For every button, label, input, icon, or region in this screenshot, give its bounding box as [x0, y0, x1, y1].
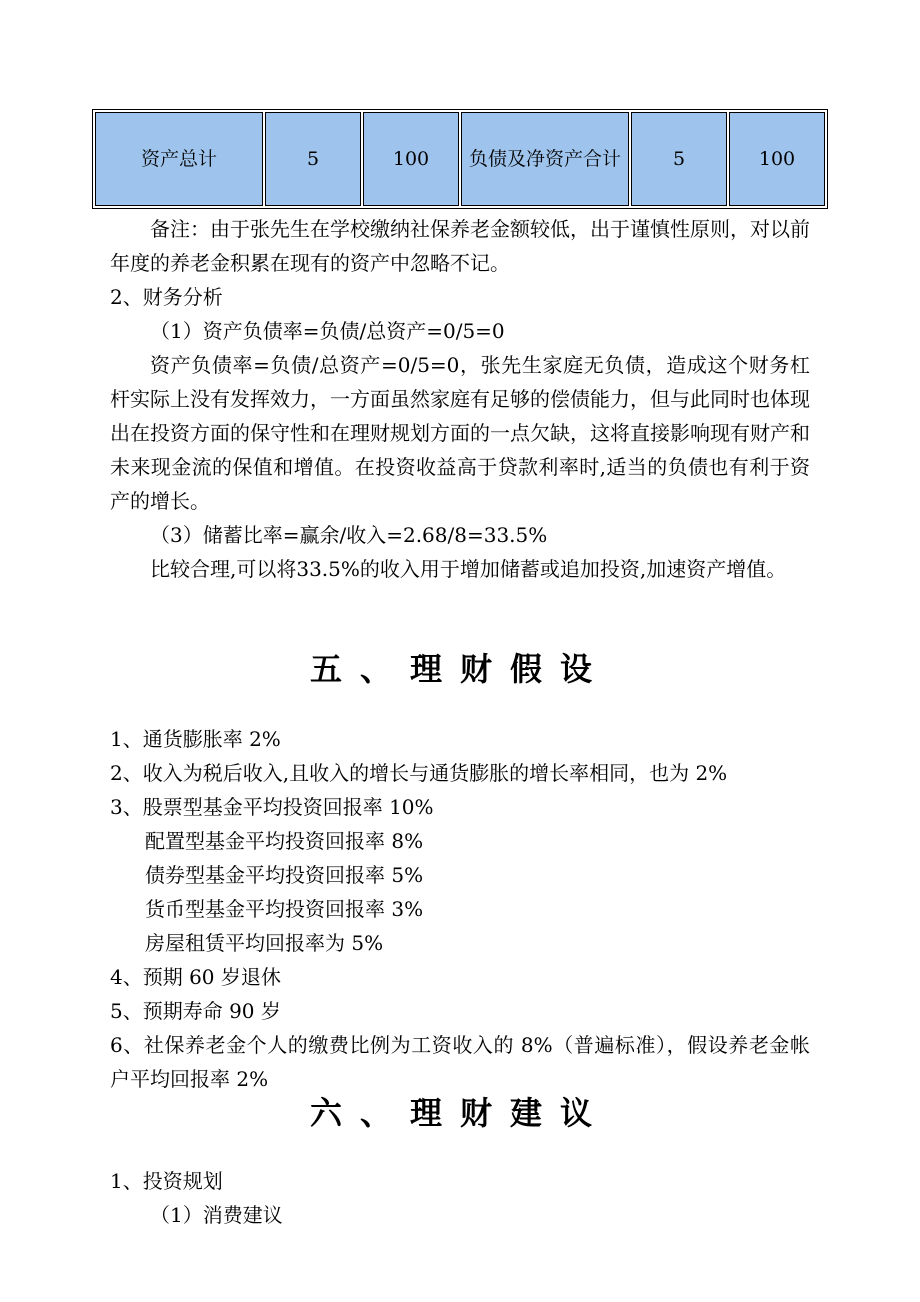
table-cell-liabilities-equity-label: 负债及净资产合计 — [461, 112, 629, 206]
advice-subitem-consumption: （1）消费建议 — [150, 1203, 283, 1227]
table-cell-liabilities-equity-percent: 100 — [729, 112, 825, 206]
advice-item-investment-planning: 1、投资规划 — [110, 1169, 223, 1193]
assumption-item: 6、社保养老金个人的缴费比例为工资收入的 8%（普遍标准），假设养老金帐户平均回报率 2% — [110, 1033, 810, 1091]
savings-ratio-analysis: 比较合理,可以将33.5%的收入用于增加储蓄或追加投资,加速资产增值。 — [150, 557, 787, 581]
assumption-subitem: 配置型基金平均投资回报率 8% — [145, 829, 424, 853]
debt-ratio-analysis: 资产负债率=负债/总资产=0/5=0，张先生家庭无负债，造成这个财务杠杆实际上没有发挥效力，一方面虽然家庭有足够的偿债能力，但与此同时也体现出在投资方面的保守性和在理财规划方面的一点欠缺，这将直接影响现有财产和未来现金流的保值和增值。在投资收益高于贷款利率时,适当的负债也有利于资产的增长。 — [110, 353, 810, 513]
assumption-item: 3、股票型基金平均投资回报率 10% — [110, 795, 434, 819]
note-paragraph: 备注：由于张先生在学校缴纳社保养老金额较低，出于谨慎性原则，对以前年度的养老金积累在现有的资产中忽略不记。 — [110, 217, 810, 275]
table-cell-liabilities-equity-value: 5 — [631, 112, 727, 206]
assumption-subitem: 房屋租赁平均回报率为 5% — [145, 931, 384, 955]
table-cell-total-assets-value: 5 — [265, 112, 361, 206]
savings-ratio-formula: （3）储蓄比率=赢余/收入=2.68/8=33.5% — [150, 523, 548, 547]
section-title-financial-analysis: 2、财务分析 — [110, 285, 223, 309]
heading-financial-advice: 六、理财建议 — [309, 1094, 610, 1132]
table-row — [95, 112, 825, 206]
table-cell-total-assets-label: 资产总计 — [95, 112, 263, 206]
assumption-item: 1、通货膨胀率 2% — [110, 727, 281, 751]
balance-summary-table — [92, 109, 828, 209]
assumption-item: 2、收入为税后收入,且收入的增长与通货膨胀的增长率相同，也为 2% — [110, 761, 728, 785]
heading-financial-assumptions: 五、理财假设 — [309, 650, 610, 688]
assumption-item: 4、预期 60 岁退休 — [110, 965, 281, 989]
assumption-item: 5、预期寿命 90 岁 — [110, 999, 281, 1023]
debt-ratio-formula: （1）资产负债率=负债/总资产=0/5=0 — [150, 319, 505, 343]
table-cell-total-assets-percent: 100 — [363, 112, 459, 206]
assumption-subitem: 债券型基金平均投资回报率 5% — [145, 863, 424, 887]
assumption-subitem: 货币型基金平均投资回报率 3% — [145, 897, 424, 921]
